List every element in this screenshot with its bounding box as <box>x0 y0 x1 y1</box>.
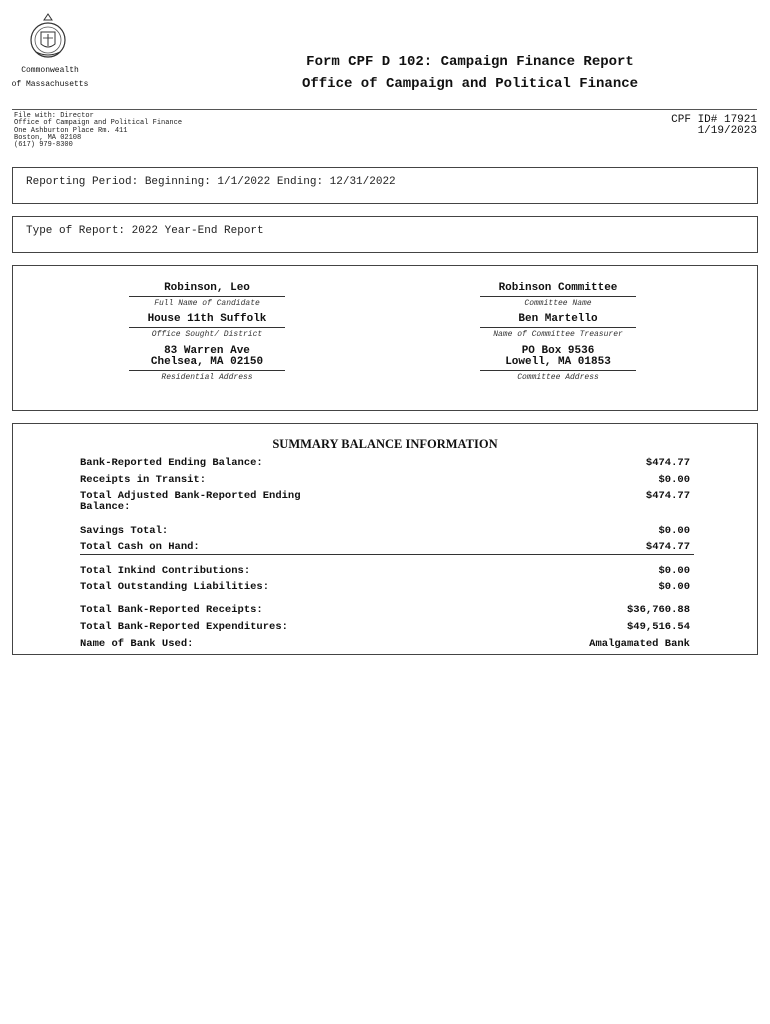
summary-label: Total Adjusted Bank-Reported Ending <box>80 490 301 502</box>
committee-address-line-1: PO Box 9536 <box>521 345 595 357</box>
office-sought-caption: Office Sought/ District <box>151 330 263 339</box>
page-subtitle: Office of Campaign and Political Finance <box>301 76 639 92</box>
summary-row <box>80 582 690 594</box>
summary-row <box>80 458 690 470</box>
treasurer-field <box>480 314 636 339</box>
massachusetts-seal-icon <box>28 12 68 60</box>
summary-value: Amalgamated Bank <box>589 638 690 650</box>
summary-value: $0.00 <box>658 525 690 537</box>
treasurer-name: Ben Martello <box>480 314 636 328</box>
summary-label: Bank-Reported Ending Balance: <box>80 457 263 469</box>
cpf-id: CPF ID# 17921 <box>671 114 757 126</box>
candidate-name-caption: Full Name of Candidate <box>154 299 260 308</box>
summary-value: $474.77 <box>645 541 690 553</box>
page-title: Form CPF D 102: Campaign Finance Report <box>306 54 634 70</box>
office-sought-field <box>129 314 285 339</box>
summary-label: Total Bank-Reported Receipts: <box>80 604 263 616</box>
report-type: Type of Report: 2022 Year-End Report <box>26 225 264 237</box>
committee-address-caption: Committee Address <box>517 373 599 382</box>
file-with-line: File with: Director <box>14 112 94 120</box>
header-divider <box>12 109 757 110</box>
summary-row <box>80 526 690 538</box>
office-sought: House 11th Suffolk <box>129 314 285 328</box>
reporting-period: Reporting Period: Beginning: 1/1/2022 Ending: 12/31/2022 <box>26 176 396 188</box>
summary-row <box>80 622 690 634</box>
committee-name: Robinson Committee <box>480 283 636 297</box>
summary-label: Total Bank-Reported Expenditures: <box>80 621 288 633</box>
seal-caption-massachusetts: of Massachusetts <box>11 80 89 89</box>
file-with-line: Boston, MA 02108 <box>14 133 82 142</box>
summary-label: Receipts in Transit: <box>80 474 207 486</box>
residential-address-line-2: Chelsea, MA 02150 <box>129 357 285 371</box>
summary-row <box>80 475 690 487</box>
file-with-line: (617) 979-8300 <box>14 141 73 150</box>
candidate-committee-box <box>12 265 758 411</box>
file-with-line: Office of Campaign and Political Finance <box>14 119 183 128</box>
summary-heading: SUMMARY BALANCE INFORMATION <box>272 437 498 451</box>
summary-value: $49,516.54 <box>626 621 690 633</box>
summary-value: $0.00 <box>658 565 690 577</box>
residential-address-line-1: 83 Warren Ave <box>164 345 250 357</box>
summary-label: Total Outstanding Liabilities: <box>80 581 270 593</box>
summary-label: Total Inkind Contributions: <box>80 565 251 577</box>
committee-address-field <box>480 346 636 382</box>
summary-label-continued: Balance: <box>80 501 131 513</box>
summary-value: $474.77 <box>645 457 690 469</box>
seal-caption-commonwealth: Commonwealth <box>21 66 79 75</box>
committee-name-field <box>480 283 636 308</box>
cpf-id-block <box>671 115 757 137</box>
committee-name-caption: Committee Name <box>524 299 592 308</box>
summary-value: $36,760.88 <box>626 604 690 616</box>
candidate-name-field <box>129 283 285 308</box>
candidate-name: Robinson, Leo <box>129 283 285 297</box>
summary-row <box>80 491 690 515</box>
report-date: 1/19/2023 <box>697 125 757 137</box>
summary-value: $474.77 <box>645 490 690 502</box>
summary-row <box>80 542 694 555</box>
summary-value: $0.00 <box>658 581 690 593</box>
treasurer-caption: Name of Committee Treasurer <box>493 330 623 339</box>
summary-row <box>80 639 690 651</box>
summary-label: Total Cash on Hand: <box>80 541 200 553</box>
residential-address-caption: Residential Address <box>161 373 253 382</box>
file-with-address <box>14 113 182 149</box>
summary-row <box>80 605 690 617</box>
residential-address-field <box>129 346 285 382</box>
file-with-line: One Ashburton Place Rm. 411 <box>14 126 128 135</box>
summary-row <box>80 566 690 578</box>
summary-label: Savings Total: <box>80 525 169 537</box>
committee-address-line-2: Lowell, MA 01853 <box>480 357 636 371</box>
summary-label: Name of Bank Used: <box>80 638 194 650</box>
summary-value: $0.00 <box>658 474 690 486</box>
